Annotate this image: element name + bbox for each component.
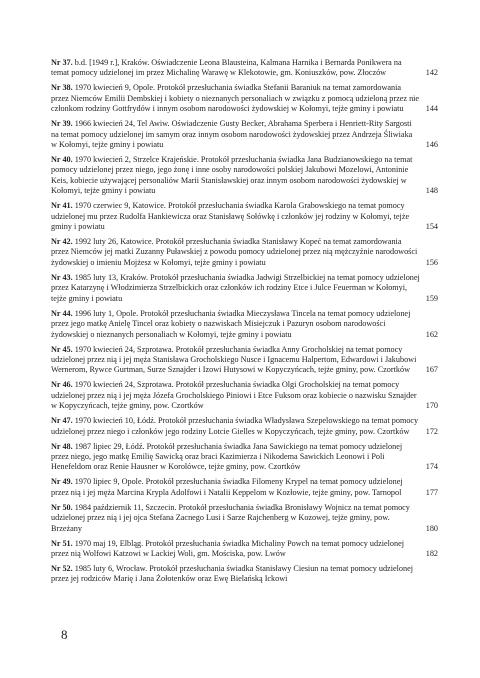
entry-text-block bbox=[51, 119, 432, 150]
entry-number: Nr 49. bbox=[51, 477, 73, 487]
entry-description: 1984 październik 11, Szczecin. Protokół przesłuchania świadka Bronisławy Wojnicz na temat pomocy udzielonej przez nią i jej ojca Stefana Zacnego Lusi i Sarze Rajchenberg w Kozowej, tejże gminy, pow. Brzeżany bbox=[51, 502, 410, 533]
entry-number: Nr 40. bbox=[51, 155, 73, 165]
entry-number: Nr 52. bbox=[51, 563, 73, 573]
entry-text-block bbox=[51, 83, 432, 114]
entry-page-number: 146 bbox=[425, 140, 438, 150]
entry-page-number: 154 bbox=[425, 222, 438, 232]
entry-number: Nr 39. bbox=[51, 119, 73, 129]
toc-entry[interactable] bbox=[51, 272, 438, 304]
entry-description: 1970 kwiecień 10, Łódź. Protokół przesłuchania świadka Władysława Szepelowskiego na temat pomocy udzielonej przez niego i członków jego rodziny Lotcie Gielles w Kopyczyńcach, tejże gminy, pow. Czortków bbox=[51, 416, 419, 436]
entry-number: Nr 50. bbox=[51, 502, 73, 512]
toc-entry[interactable] bbox=[51, 308, 438, 340]
entry-number: Nr 48. bbox=[51, 441, 73, 451]
toc-entry[interactable] bbox=[51, 83, 438, 114]
entry-text-block bbox=[51, 564, 432, 585]
toc-entry[interactable] bbox=[51, 538, 438, 560]
entry-page-number: 177 bbox=[425, 487, 438, 497]
entry-text-block bbox=[51, 442, 432, 473]
entry-page-number: 142 bbox=[425, 68, 438, 78]
entry-number: Nr 42. bbox=[51, 237, 73, 247]
entry-page-number: 148 bbox=[425, 186, 438, 196]
entry-text-block bbox=[51, 503, 432, 534]
toc-entry[interactable] bbox=[51, 58, 438, 79]
toc-entry[interactable] bbox=[51, 344, 438, 376]
entry-description: 1970 lipiec 9, Opole. Protokół przesłuchania świadka Filomeny Krypel na temat pomocy udzielonej przez nią i jej męża Marcina Krypla Adolfowi i Natalii Keppelom w Kozłowie, tejże gminy, pow. Tarnopol bbox=[51, 477, 403, 497]
entry-number: Nr 46. bbox=[51, 380, 73, 390]
entry-description: 1970 czerwiec 9, Katowice. Protokół przesłuchania świadka Karola Grabowskiego na temat pomocy udzielonej mu przez Rudolfa Hankiewicza oraz Stanisławę Sołówkę i członków jej rodziny w Kołomyi, tejże gminy i powiatu bbox=[51, 201, 410, 232]
toc-entry[interactable] bbox=[51, 380, 438, 411]
toc-entry[interactable] bbox=[51, 201, 438, 232]
entry-page-number: 162 bbox=[425, 329, 438, 339]
entry-page-number: 159 bbox=[425, 293, 438, 303]
entry-description: 1970 kwiecień 24, Szprotawa. Protokół przesłuchania świadka Olgi Grocholskiej na temat pomocy udzielonej przez nią i jej męża Józefa Grocholskiego Piniowi i Etce Fuksom oraz kobiecie o nazwisku Sznajder w Kopyczyńcach, tejże gminy, pow. Czortków bbox=[51, 380, 417, 411]
entry-text-block bbox=[51, 477, 432, 498]
entry-description: 1992 luty 26, Katowice. Protokół przesłuchania świadka Stanisławy Kopeć na temat zamordowania przez Niemców jej matki Zuzanny Puławskiej z powodu pomocy udzielonej przez nią mężczyźnie narodowości żydowskiej o imieniu Mojżesz w Kołomyi, tejże gminy i powiatu bbox=[51, 237, 418, 267]
entry-number: Nr 47. bbox=[51, 416, 73, 426]
toc-entry[interactable] bbox=[51, 564, 432, 585]
entry-description: 1987 lipiec 29, Łódź. Protokół przesłuchania świadka Jana Sawickiego na temat pomocy udzielonej przez niego, jego matkę Emilię Sawicką oraz braci Kazimierza i Nikodema Sawickich Leonowi i Poli Henefeldom oraz Renie Hausner w Korolówce, tejże gminy, pow. Czortków bbox=[51, 441, 403, 472]
entry-description: 1996 luty 1, Opole. Protokół przesłuchania świadka Mieczysława Tincela na temat pomocy udzielonej przez jego matkę Anielę Tincel oraz kobiety o nazwiskach Misiejczuk i Pazuryn osobom narodowości żydowskiej o nieznanych personaliach w Kołomyi, tejże gminy i powiatu bbox=[51, 308, 411, 339]
entry-page-number: 174 bbox=[425, 462, 438, 472]
entry-description: 1985 luty 13, Kraków. Protokół przesłuchania świadka Jadwigi Strzelbickiej na temat pomocy udzielonej przez Katarzynę i Włodzimierza Strzelbickich oraz członków ich rodziny Etce i Julce Feuerman w Kołomyi, tejże gminy i powiatu bbox=[51, 272, 420, 303]
entry-description: 1970 maj 19, Elbląg. Protokół przesłuchania świadka Michaliny Powch na temat pomocy udzielonej przez nią Wolfowi Katzowi w Lackiej Woli, gm. Mościska, pow. Lwów bbox=[51, 538, 404, 558]
entry-page-number: 172 bbox=[425, 426, 438, 436]
toc-entry[interactable] bbox=[51, 237, 438, 268]
entry-number: Nr 41. bbox=[51, 201, 73, 211]
entry-number: Nr 43. bbox=[51, 272, 73, 282]
entry-page-number: 182 bbox=[425, 548, 438, 558]
entry-description: 1970 kwiecień 2, Strzelce Krajeńskie. Protokół przesłuchania świadka Jana Budzianowskiego na temat pomocy udzielonej przez niego, jego żonę i inne osoby narodowości polskiej Jakubowi Mozelowi, Antoninie Keis, kobiecie używającej personaliów Marii Stanisławskiej oraz innym osobom narodowości żydowskiej w Kołomyi, tejże gminy i powiatu bbox=[51, 155, 413, 196]
toc-entry[interactable] bbox=[51, 441, 438, 473]
entry-page-number: 156 bbox=[425, 257, 438, 267]
entry-number: Nr 51. bbox=[51, 538, 73, 548]
entry-text-block bbox=[51, 539, 432, 560]
entry-number: Nr 38. bbox=[51, 83, 73, 93]
toc-entry[interactable] bbox=[51, 416, 438, 437]
entry-text-block bbox=[51, 273, 432, 304]
entry-page-number: 167 bbox=[425, 365, 438, 375]
table-of-contents bbox=[51, 58, 438, 589]
entry-description: 1970 kwiecień 24, Szprotawa. Protokół przesłuchania świadka Anny Grocholskiej na temat pomocy udzielonej przez nią i jej męża Stanisława Grocholskiego Nusce i Ignacemu Halpertom, Edwardowi i Jakubowi Wernerom, Rywce Gurtman, Surze Sznajder i Izowi Hutysowi w Kopyczyńcach, tejże gminy, pow. Czortków bbox=[51, 344, 417, 375]
entry-text-block bbox=[51, 155, 432, 197]
entry-text-block bbox=[51, 345, 432, 376]
entry-text-block bbox=[51, 237, 432, 268]
entry-description: b.d. [1949 r.], Kraków. Oświadczenie Leona Blausteina, Kalmana Harnika i Bernarda Ponikwera na temat pomocy udzielonej im przez Michalinę Warawę w Klekotowie, gm. Koniuszków, pow. Złoczów bbox=[51, 58, 402, 78]
toc-entry[interactable] bbox=[51, 119, 438, 150]
entry-text-block bbox=[51, 201, 432, 232]
entry-text-block bbox=[51, 380, 432, 411]
toc-entry[interactable] bbox=[51, 477, 438, 498]
entry-number: Nr 37. bbox=[51, 58, 73, 67]
entry-text-block bbox=[51, 309, 432, 340]
page-folio-number: 8 bbox=[61, 627, 68, 642]
entry-page-number: 180 bbox=[425, 523, 438, 533]
entry-number: Nr 44. bbox=[51, 308, 73, 318]
entry-page-number: 144 bbox=[425, 104, 438, 114]
entry-description: 1970 kwiecień 9, Opole. Protokół przesłuchania świadka Stefanii Baraniuk na temat zamordowania przez Niemców Emilii Dembskiej i kobiety o nieznanych personaliach w związku z pomocą udzieloną przez nie członkom rodziny Gottfrydów i innym osobom narodowości żydowskiej w Kołomyi, tejże gminy i powiatu bbox=[51, 83, 420, 114]
entry-description: 1966 kwiecień 24, Tel Awiw. Oświadczenie Gusty Becker, Abrahama Sperbera i Henriett-Rity Sargosti na temat pomocy udzielonej im samym oraz innym osobom narodowości żydowskiej przez Andrzeja Śliwiaka w Kołomyi, tejże gminy i powiatu bbox=[51, 119, 413, 150]
entry-number: Nr 45. bbox=[51, 344, 73, 354]
entry-text-block bbox=[51, 416, 432, 437]
entry-description: 1985 luty 6, Wrocław. Protokół przesłuchania świadka Stanisławy Ciesiun na temat pomocy udzielonej przez jej rodziców Marię i Jana Żołotenków oraz Ewę Bielańską Ickowi bbox=[51, 563, 413, 584]
toc-entry[interactable] bbox=[51, 155, 438, 197]
entry-page-number: 170 bbox=[425, 401, 438, 411]
toc-entry[interactable] bbox=[51, 502, 438, 534]
entry-text-block bbox=[51, 58, 432, 79]
